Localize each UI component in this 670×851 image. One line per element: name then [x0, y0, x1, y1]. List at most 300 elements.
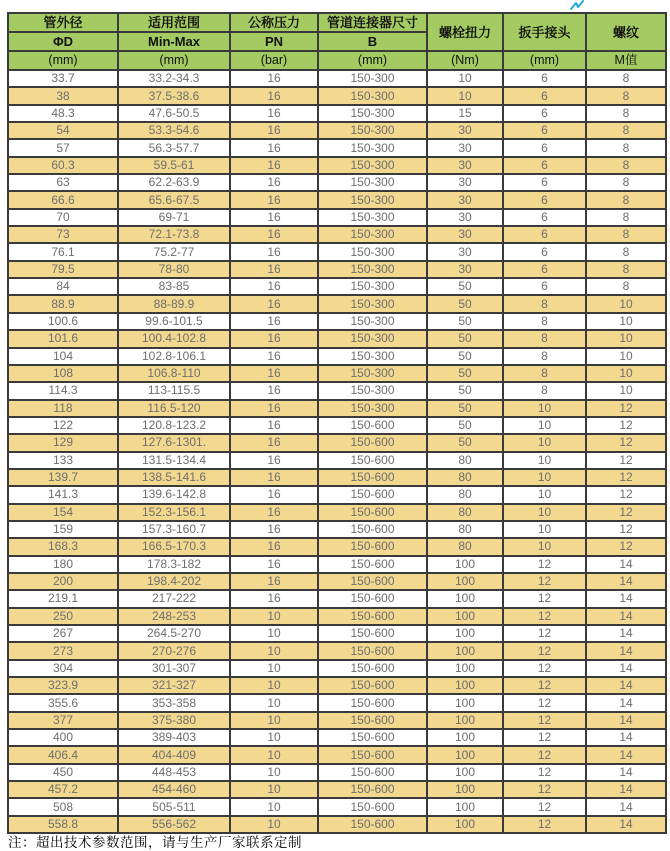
header-unit-row — [8, 51, 666, 70]
table-cell: 14 — [586, 798, 666, 815]
table-cell: 301-307 — [118, 660, 230, 677]
table-cell: 50 — [427, 313, 503, 330]
table-cell: 138.5-141.6 — [118, 469, 230, 486]
table-cell: 150-300 — [318, 330, 427, 347]
table-row — [8, 313, 666, 330]
table-cell: 180 — [8, 556, 118, 573]
table-cell: 16 — [230, 590, 318, 607]
table-cell: 99.6-101.5 — [118, 313, 230, 330]
table-cell: 104 — [8, 348, 118, 365]
table-cell: 12 — [503, 677, 586, 694]
table-cell: 10 — [503, 538, 586, 555]
table-row — [8, 486, 666, 503]
table-cell: 323.9 — [8, 677, 118, 694]
table-cell: 150-300 — [318, 313, 427, 330]
table-cell: 6 — [503, 122, 586, 139]
table-cell: 321-327 — [118, 677, 230, 694]
table-cell: 100 — [427, 573, 503, 590]
table-cell: 50 — [427, 417, 503, 434]
table-cell: 10 — [586, 365, 666, 382]
table-cell: 6 — [503, 87, 586, 104]
table-row — [8, 348, 666, 365]
table-row — [8, 209, 666, 226]
table-cell: 8 — [586, 122, 666, 139]
table-cell: 150-600 — [318, 677, 427, 694]
table-cell: 250 — [8, 608, 118, 625]
table-cell: 100 — [427, 642, 503, 659]
table-cell: 375-380 — [118, 712, 230, 729]
footnote: 注：超出技术参数范围，请与生产厂家联系定制 — [8, 835, 302, 850]
table-cell: 50 — [427, 330, 503, 347]
table-cell: 150-300 — [318, 382, 427, 399]
table-cell: 12 — [503, 781, 586, 798]
spec-table-body — [8, 70, 666, 833]
table-row — [8, 122, 666, 139]
table-cell: 8 — [586, 157, 666, 174]
table-cell: 10 — [503, 452, 586, 469]
table-cell: 150-600 — [318, 608, 427, 625]
table-row — [8, 573, 666, 590]
table-row — [8, 798, 666, 815]
unit-range: (mm) — [118, 51, 230, 70]
table-row — [8, 330, 666, 347]
table-cell: 16 — [230, 139, 318, 156]
table-cell: 6 — [503, 139, 586, 156]
table-cell: 150-600 — [318, 452, 427, 469]
table-cell: 150-600 — [318, 573, 427, 590]
table-cell: 154 — [8, 504, 118, 521]
table-row — [8, 139, 666, 156]
table-cell: 150-300 — [318, 191, 427, 208]
table-cell: 12 — [586, 452, 666, 469]
table-cell: 100 — [427, 798, 503, 815]
table-cell: 150-600 — [318, 694, 427, 711]
table-cell: 33.7 — [8, 70, 118, 87]
table-cell: 8 — [503, 348, 586, 365]
table-cell: 66.6 — [8, 191, 118, 208]
table-cell: 406.4 — [8, 746, 118, 763]
table-cell: 8 — [586, 105, 666, 122]
table-row — [8, 243, 666, 260]
table-cell: 16 — [230, 278, 318, 295]
table-cell: 10 — [230, 712, 318, 729]
table-row — [8, 452, 666, 469]
table-cell: 14 — [586, 746, 666, 763]
table-cell: 12 — [503, 712, 586, 729]
table-cell: 16 — [230, 521, 318, 538]
table-cell: 16 — [230, 191, 318, 208]
table-cell: 16 — [230, 87, 318, 104]
table-cell: 12 — [503, 642, 586, 659]
table-cell: 8 — [586, 243, 666, 260]
table-cell: 70 — [8, 209, 118, 226]
table-cell: 12 — [586, 486, 666, 503]
table-cell: 8 — [586, 209, 666, 226]
table-cell: 6 — [503, 209, 586, 226]
table-cell: 14 — [586, 712, 666, 729]
table-cell: 16 — [230, 573, 318, 590]
table-cell: 12 — [503, 608, 586, 625]
table-cell: 10 — [586, 330, 666, 347]
table-cell: 120.8-123.2 — [118, 417, 230, 434]
table-cell: 139.7 — [8, 469, 118, 486]
table-cell: 16 — [230, 538, 318, 555]
table-cell: 80 — [427, 521, 503, 538]
unit-size: (mm) — [318, 51, 427, 70]
table-cell: 6 — [503, 278, 586, 295]
table-cell: 10 — [427, 70, 503, 87]
table-cell: 168.3 — [8, 538, 118, 555]
table-cell: 14 — [586, 694, 666, 711]
blue-scribble-mark — [568, 0, 586, 12]
table-cell: 73 — [8, 226, 118, 243]
table-cell: 150-600 — [318, 660, 427, 677]
table-cell: 12 — [503, 660, 586, 677]
table-cell: 131.5-134.4 — [118, 452, 230, 469]
table-cell: 10 — [503, 417, 586, 434]
table-cell: 57 — [8, 139, 118, 156]
table-cell: 6 — [503, 191, 586, 208]
table-cell: 76.1 — [8, 243, 118, 260]
table-cell: 8 — [503, 382, 586, 399]
table-cell: 150-300 — [318, 174, 427, 191]
table-cell: 8 — [586, 261, 666, 278]
table-cell: 12 — [586, 434, 666, 451]
table-cell: 16 — [230, 400, 318, 417]
table-cell: 14 — [586, 781, 666, 798]
table-cell: 100 — [427, 729, 503, 746]
table-cell: 141.3 — [8, 486, 118, 503]
header-thread: 螺纹 — [586, 13, 666, 51]
table-row — [8, 764, 666, 781]
table-row — [8, 521, 666, 538]
table-cell: 79.5 — [8, 261, 118, 278]
table-cell: 16 — [230, 261, 318, 278]
table-cell: 10 — [586, 295, 666, 312]
table-cell: 88-89.9 — [118, 295, 230, 312]
table-cell: 100 — [427, 781, 503, 798]
table-row — [8, 278, 666, 295]
table-cell: 10 — [230, 729, 318, 746]
table-cell: 12 — [503, 798, 586, 815]
table-row — [8, 504, 666, 521]
table-cell: 8 — [586, 139, 666, 156]
table-cell: 8 — [586, 70, 666, 87]
table-cell: 150-300 — [318, 87, 427, 104]
table-cell: 8 — [586, 278, 666, 295]
table-row — [8, 70, 666, 87]
table-cell: 30 — [427, 209, 503, 226]
table-cell: 304 — [8, 660, 118, 677]
table-cell: 100.4-102.8 — [118, 330, 230, 347]
header-nominal-pressure: 公称压力 — [230, 13, 318, 32]
table-row — [8, 417, 666, 434]
table-cell: 80 — [427, 452, 503, 469]
table-cell: 14 — [586, 556, 666, 573]
table-cell: 12 — [503, 625, 586, 642]
table-row — [8, 226, 666, 243]
table-cell: 10 — [230, 746, 318, 763]
table-cell: 12 — [586, 469, 666, 486]
table-cell: 14 — [586, 573, 666, 590]
table-cell: 16 — [230, 122, 318, 139]
table-cell: 10 — [230, 764, 318, 781]
table-cell: 48.3 — [8, 105, 118, 122]
table-row — [8, 174, 666, 191]
table-cell: 12 — [586, 538, 666, 555]
table-cell: 150-300 — [318, 105, 427, 122]
header-title-row — [8, 13, 666, 32]
table-cell: 88.9 — [8, 295, 118, 312]
table-cell: 84 — [8, 278, 118, 295]
table-cell: 16 — [230, 174, 318, 191]
unit-torque: (Nm) — [427, 51, 503, 70]
table-cell: 150-300 — [318, 243, 427, 260]
table-row — [8, 590, 666, 607]
table-cell: 106.8-110 — [118, 365, 230, 382]
table-cell: 30 — [427, 261, 503, 278]
table-cell: 75.2-77 — [118, 243, 230, 260]
table-cell: 80 — [427, 504, 503, 521]
table-cell: 150-600 — [318, 521, 427, 538]
header-connector-size: 管道连接器尺寸 — [318, 13, 427, 32]
table-cell: 150-600 — [318, 556, 427, 573]
table-cell: 100 — [427, 746, 503, 763]
table-cell: 65.6-67.5 — [118, 191, 230, 208]
table-cell: 10 — [230, 798, 318, 815]
table-cell: 150-300 — [318, 278, 427, 295]
table-cell: 100 — [427, 660, 503, 677]
table-row — [8, 625, 666, 642]
table-cell: 159 — [8, 521, 118, 538]
unit-pipe-od: (mm) — [8, 51, 118, 70]
table-cell: 30 — [427, 139, 503, 156]
table-cell: 150-600 — [318, 469, 427, 486]
table-cell: 100 — [427, 556, 503, 573]
table-cell: 14 — [586, 816, 666, 833]
table-cell: 116.5-120 — [118, 400, 230, 417]
table-cell: 150-600 — [318, 538, 427, 555]
table-cell: 16 — [230, 70, 318, 87]
table-cell: 150-600 — [318, 590, 427, 607]
header-range-minmax: Min-Max — [118, 32, 230, 51]
table-cell: 12 — [503, 573, 586, 590]
table-cell: 454-460 — [118, 781, 230, 798]
table-cell: 80 — [427, 469, 503, 486]
table-cell: 80 — [427, 486, 503, 503]
table-cell: 355.6 — [8, 694, 118, 711]
unit-thread: M值 — [586, 51, 666, 70]
table-cell: 8 — [586, 87, 666, 104]
table-cell: 152.3-156.1 — [118, 504, 230, 521]
table-cell: 12 — [586, 400, 666, 417]
table-cell: 6 — [503, 70, 586, 87]
table-cell: 12 — [586, 417, 666, 434]
table-cell: 10 — [427, 87, 503, 104]
table-cell: 50 — [427, 295, 503, 312]
table-cell: 53.3-54.6 — [118, 122, 230, 139]
table-cell: 14 — [586, 625, 666, 642]
table-cell: 505-511 — [118, 798, 230, 815]
table-cell: 16 — [230, 157, 318, 174]
table-cell: 101.6 — [8, 330, 118, 347]
table-cell: 16 — [230, 365, 318, 382]
table-cell: 30 — [427, 243, 503, 260]
table-row — [8, 157, 666, 174]
table-cell: 556-562 — [118, 816, 230, 833]
table-cell: 37.5-38.6 — [118, 87, 230, 104]
table-cell: 108 — [8, 365, 118, 382]
table-cell: 6 — [503, 226, 586, 243]
table-cell: 267 — [8, 625, 118, 642]
table-cell: 47.6-50.5 — [118, 105, 230, 122]
table-cell: 217-222 — [118, 590, 230, 607]
table-cell: 38 — [8, 87, 118, 104]
header-pipe-od: 管外径 — [8, 13, 118, 32]
table-cell: 30 — [427, 226, 503, 243]
table-cell: 12 — [586, 521, 666, 538]
table-cell: 150-600 — [318, 764, 427, 781]
table-cell: 248-253 — [118, 608, 230, 625]
table-cell: 59.5-61 — [118, 157, 230, 174]
table-cell: 10 — [503, 400, 586, 417]
table-cell: 12 — [503, 590, 586, 607]
table-row — [8, 660, 666, 677]
table-row — [8, 642, 666, 659]
header-size-b: B — [318, 32, 427, 51]
table-cell: 150-300 — [318, 261, 427, 278]
table-cell: 377 — [8, 712, 118, 729]
table-cell: 50 — [427, 400, 503, 417]
table-row — [8, 746, 666, 763]
table-header — [8, 13, 666, 70]
table-cell: 150-600 — [318, 798, 427, 815]
table-cell: 50 — [427, 348, 503, 365]
table-cell: 10 — [230, 816, 318, 833]
table-cell: 150-300 — [318, 70, 427, 87]
table-row — [8, 694, 666, 711]
table-cell: 63 — [8, 174, 118, 191]
table-cell: 8 — [586, 191, 666, 208]
table-cell: 6 — [503, 105, 586, 122]
table-row — [8, 382, 666, 399]
table-cell: 10 — [230, 642, 318, 659]
table-cell: 14 — [586, 660, 666, 677]
table-cell: 219.1 — [8, 590, 118, 607]
table-cell: 353-358 — [118, 694, 230, 711]
table-cell: 114.3 — [8, 382, 118, 399]
table-cell: 102.8-106.1 — [118, 348, 230, 365]
table-cell: 150-600 — [318, 434, 427, 451]
table-cell: 10 — [230, 677, 318, 694]
table-row — [8, 400, 666, 417]
table-cell: 16 — [230, 226, 318, 243]
table-row — [8, 608, 666, 625]
table-cell: 100 — [427, 677, 503, 694]
table-cell: 10 — [230, 781, 318, 798]
table-cell: 8 — [586, 226, 666, 243]
table-cell: 127.6-1301. — [118, 434, 230, 451]
header-wrench-joint: 扳手接头 — [503, 13, 586, 51]
table-cell: 10 — [230, 660, 318, 677]
table-cell: 100.6 — [8, 313, 118, 330]
table-cell: 30 — [427, 191, 503, 208]
table-cell: 14 — [586, 677, 666, 694]
table-cell: 150-600 — [318, 417, 427, 434]
header-pressure-pn: PN — [230, 32, 318, 51]
table-cell: 400 — [8, 729, 118, 746]
table-cell: 83-85 — [118, 278, 230, 295]
table-row — [8, 87, 666, 104]
table-cell: 16 — [230, 452, 318, 469]
table-cell: 404-409 — [118, 746, 230, 763]
table-row — [8, 538, 666, 555]
table-cell: 150-300 — [318, 226, 427, 243]
table-cell: 150-600 — [318, 816, 427, 833]
table-cell: 30 — [427, 174, 503, 191]
table-row — [8, 434, 666, 451]
table-cell: 150-300 — [318, 209, 427, 226]
table-row — [8, 365, 666, 382]
table-cell: 16 — [230, 105, 318, 122]
table-cell: 50 — [427, 278, 503, 295]
table-cell: 60.3 — [8, 157, 118, 174]
table-cell: 157.3-160.7 — [118, 521, 230, 538]
table-row — [8, 191, 666, 208]
table-cell: 56.3-57.7 — [118, 139, 230, 156]
table-row — [8, 556, 666, 573]
table-cell: 150-600 — [318, 712, 427, 729]
table-cell: 15 — [427, 105, 503, 122]
table-cell: 448-453 — [118, 764, 230, 781]
table-cell: 150-600 — [318, 781, 427, 798]
table-cell: 16 — [230, 313, 318, 330]
table-cell: 10 — [503, 486, 586, 503]
table-cell: 150-300 — [318, 157, 427, 174]
table-cell: 150-300 — [318, 139, 427, 156]
table-row — [8, 712, 666, 729]
table-cell: 14 — [586, 608, 666, 625]
table-row — [8, 781, 666, 798]
table-cell: 16 — [230, 434, 318, 451]
table-cell: 10 — [586, 348, 666, 365]
table-cell: 270-276 — [118, 642, 230, 659]
table-cell: 33.2-34.3 — [118, 70, 230, 87]
table-cell: 150-300 — [318, 122, 427, 139]
table-cell: 273 — [8, 642, 118, 659]
table-row — [8, 295, 666, 312]
table-cell: 100 — [427, 816, 503, 833]
table-cell: 100 — [427, 608, 503, 625]
table-cell: 129 — [8, 434, 118, 451]
table-cell: 10 — [230, 608, 318, 625]
table-cell: 558.8 — [8, 816, 118, 833]
table-cell: 14 — [586, 729, 666, 746]
table-cell: 54 — [8, 122, 118, 139]
table-row — [8, 677, 666, 694]
table-cell: 78-80 — [118, 261, 230, 278]
table-cell: 10 — [230, 625, 318, 642]
table-cell: 14 — [586, 764, 666, 781]
header-bolt-torque: 螺栓扭力 — [427, 13, 503, 51]
table-cell: 150-600 — [318, 486, 427, 503]
table-cell: 100 — [427, 590, 503, 607]
table-cell: 30 — [427, 122, 503, 139]
table-cell: 62.2-63.9 — [118, 174, 230, 191]
table-cell: 12 — [503, 764, 586, 781]
table-cell: 457.2 — [8, 781, 118, 798]
table-cell: 150-300 — [318, 348, 427, 365]
